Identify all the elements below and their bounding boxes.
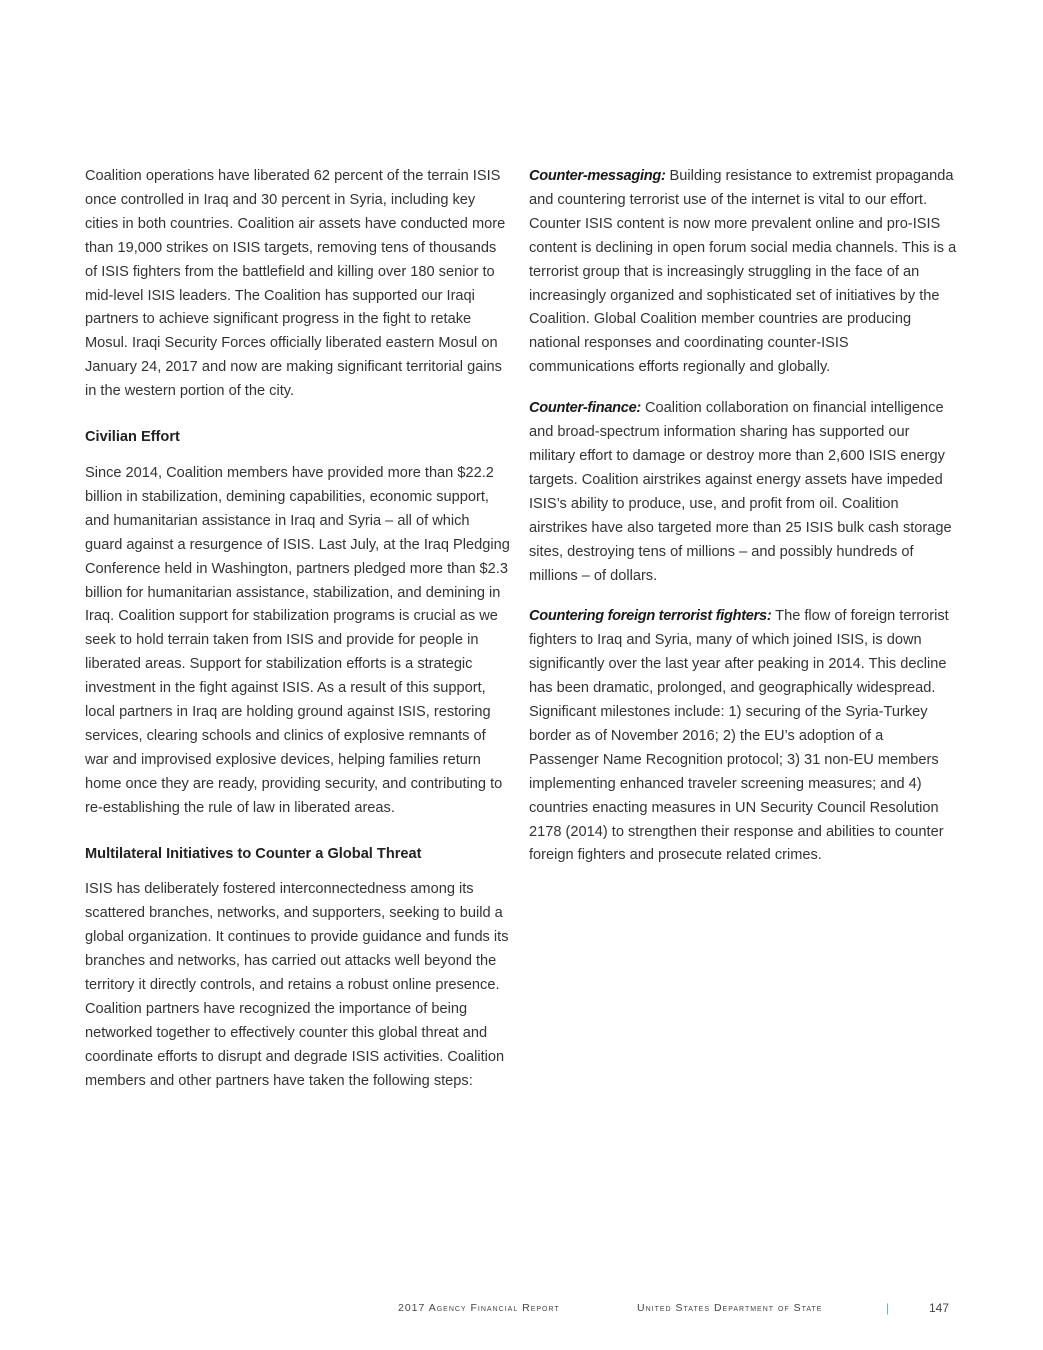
counter-messaging-text: Building resistance to extremist propaganda and countering terrorist use of the internet is vital to our effort. Counter ISIS content is now more prevalent online and pro-ISIS content is declining in open forum social media channels. This is a terrorist group that is increasingly struggling in the face of an increasingly organized and sophisticated set of initiatives by the Coalition. Global Coalition member countries are producing national responses and coordinating counter-ISIS communications efforts regionally and globally.: [529, 168, 957, 376]
foreign-fighters-lead: Countering foreign terrorist fighters:: [529, 608, 772, 625]
counter-messaging-paragraph: [529, 165, 957, 380]
footer-department: United States Department of State: [637, 1302, 823, 1314]
multilateral-heading: Multilateral Initiatives to Counter a Global Threat: [85, 845, 422, 862]
multilateral-paragraph: ISIS has deliberately fostered interconnectedness among its scattered branches, networks, and supporters, seeking to build a global organization. It continues to provide guidance and funds its branches and networks, has carried out attacks well beyond the territory it directly controls, and retains a robust online presence. Coalition partners have recognized the importance of being networked together to effectively counter this global threat and coordinate efforts to disrupt and degrade ISIS activities. Coalition members and other partners have taken the following steps:: [85, 881, 509, 1089]
intro-paragraph: Coalition operations have liberated 62 percent of the terrain ISIS once controlled in Iraq and 30 percent in Syria, including key cities in both countries. Coalition air assets have conducted more than 19,000 strikes on ISIS targets, removing tens of thousands of ISIS fighters from the battlefield and killing over 180 senior to mid-level ISIS leaders. The Coalition has supported our Iraqi partners to achieve significant progress in the fight to retake Mosul. Iraqi Security Forces officially liberated eastern Mosul on January 24, 2017 and now are making significant territorial gains in the western portion of the city.: [85, 168, 506, 400]
left-column: [85, 165, 510, 1111]
counter-finance-paragraph: [529, 397, 957, 588]
foreign-fighters-text: The flow of foreign terrorist fighters to Iraq and Syria, many of which joined ISIS, is down significantly over the last year after peaking in 2014. This decline has been dramatic, prolonged, and geographically widespread. Significant milestones include: 1) securing of the Syria-Turkey border as of November 2016; 2) the EU’s adoption of a Passenger Name Recognition protocol; 3) 31 non-EU members implementing enhanced traveler screening measures; and 4) countries enacting measures in UN Security Council Resolution 2178 (2014) to strengthen their response and abilities to counter foreign fighters and prosecute related crimes.: [529, 608, 949, 864]
right-column: [529, 165, 957, 885]
counter-finance-text: Coalition collaboration on financial intelligence and broad-spectrum information sharing has supported our military effort to damage or destroy more than 2,600 ISIS energy targets. Coalition airstrikes against energy assets have impeded ISIS’s ability to produce, use, and profit from oil. Coalition airstrikes have also targeted more than 25 ISIS bulk cash storage sites, destroying tens of millions – and possibly hundreds of millions – of dollars.: [529, 400, 952, 584]
footer-separator: |: [886, 1301, 890, 1315]
foreign-fighters-paragraph: [529, 605, 957, 868]
page-number: 147: [929, 1301, 950, 1315]
counter-finance-lead: Counter-finance:: [529, 400, 641, 417]
footer-report-title: 2017 Agency Financial Report: [398, 1302, 560, 1314]
civilian-effort-heading: Civilian Effort: [85, 429, 180, 446]
counter-messaging-lead: Counter-messaging:: [529, 168, 666, 184]
civilian-effort-paragraph: Since 2014, Coalition members have provided more than $22.2 billion in stabilization, demining capabilities, economic support, and humanitarian assistance in Iraq and Syria – all of which guard against a resurgence of ISIS. Last July, at the Iraq Pledging Conference held in Washington, partners pledged more than $2.3 billion for humanitarian assistance, stabilization, and demining in Iraq. Coalition support for stabilization programs is crucial as we seek to hold terrain taken from ISIS and provide for people in liberated areas. Support for stabilization efforts is a strategic investment in the fight against ISIS. As a result of this support, local partners in Iraq are holding ground against ISIS, restoring services, clearing schools and clinics of explosive remnants of war and improvised explosive devices, helping families return home once they are ready, providing security, and contributing to re-establishing the rule of law in liberated areas.: [85, 464, 510, 816]
